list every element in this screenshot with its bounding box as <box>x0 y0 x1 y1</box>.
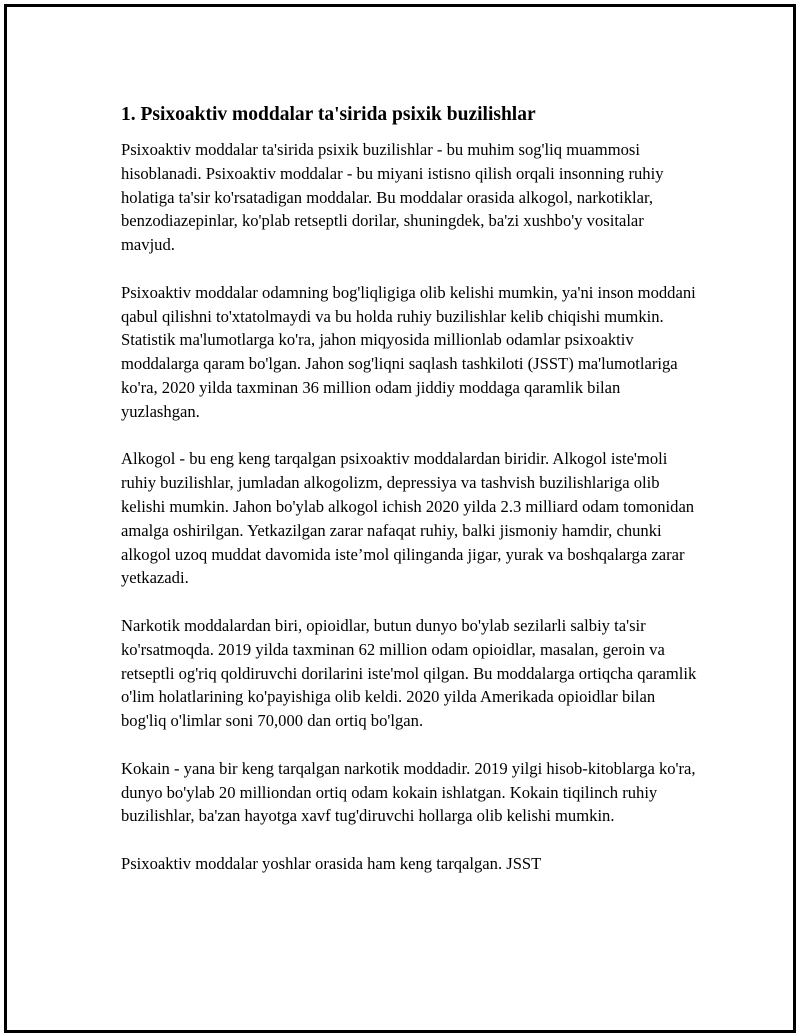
paragraph: Alkogol - bu eng keng tarqalgan psixoaktiv moddalardan biridir. Alkogol iste'moli ruhiy buzilishlar, jumladan alkogolizm, depressiya va tashvish buzilishlariga olib kelishi mumkin. Jahon bo'ylab alkogol ichish 2020 yilda 2.3 milliard odam tomonidan amalga oshirilgan. Yetkazilgan zarar nafaqat ruhiy, balki jismoniy hamdir, chunki alkogol uzoq muddat davomida iste’mol qilinganda jigar, yurak va boshqalarga zarar yetkazadi. <box>121 449 695 588</box>
paragraph: Narkotik moddalardan biri, opioidlar, butun dunyo bo'ylab sezilarli salbiy ta'sir ko'rsatmoqda. 2019 yilda taxminan 62 million odam opioidlar, masalan, geroin va retseptli og'riq qoldiruvchi dorilarini iste'mol qilgan. Bu moddalarga ortiqcha qaramlik o'lim holatlarining ko'payishiga olib keldi. 2020 yilda Amerikada opioidlar bilan bog'liq o'limlar soni 70,000 dan ortiq bo'lgan. <box>121 615 697 731</box>
section-heading: 1. Psixoaktiv moddalar ta'sirida psixik buzilishlar <box>121 104 536 125</box>
paragraph: Psixoaktiv moddalar yoshlar orasida ham keng tarqalgan. JSST <box>121 853 542 873</box>
page-frame <box>4 4 796 1033</box>
paragraph: Psixoaktiv moddalar odamning bog'liqligiga olib kelishi mumkin, ya'ni inson moddani qabul qilishni to'xtatolmaydi va bu holda ruhiy buzilishlar kelib chiqishi mumkin. Statistik ma'lumotlarga ko'ra, jahon miqyosida millionlab odamlar psixoaktiv moddalarga qaram bo'lgan. Jahon sog'liqni saqlash tashkiloti (JSST) ma'lumotlariga ko'ra, 2020 yilda taxminan 36 million odam jiddiy moddaga qaramlik bilan yuzlashgan. <box>121 282 696 421</box>
paragraph: Kokain - yana bir keng tarqalgan narkotik moddadir. 2019 yilgi hisob-kitoblarga ko'ra, dunyo bo'ylab 20 milliondan ortiq odam kokain ishlatgan. Kokain tiqilinch ruhiy buzilishlar, ba'zan hayotga xavf tug'diruvchi hollarga olib kelishi mumkin. <box>121 758 696 826</box>
document-body <box>121 103 701 900</box>
paragraph: Psixoaktiv moddalar ta'sirida psixik buzilishlar - bu muhim sog'liq muammosi hisoblanadi. Psixoaktiv moddalar - bu miyani istisno qilish orqali insonning ruhiy holatiga ta'sir ko'rsatadigan moddalar. Bu moddalar orasida alkogol, narkotiklar, benzodiazepinlar, ko'plab retseptli dorilar, shuningdek, ba'zi xushbo'y vositalar mavjud. <box>121 140 664 255</box>
